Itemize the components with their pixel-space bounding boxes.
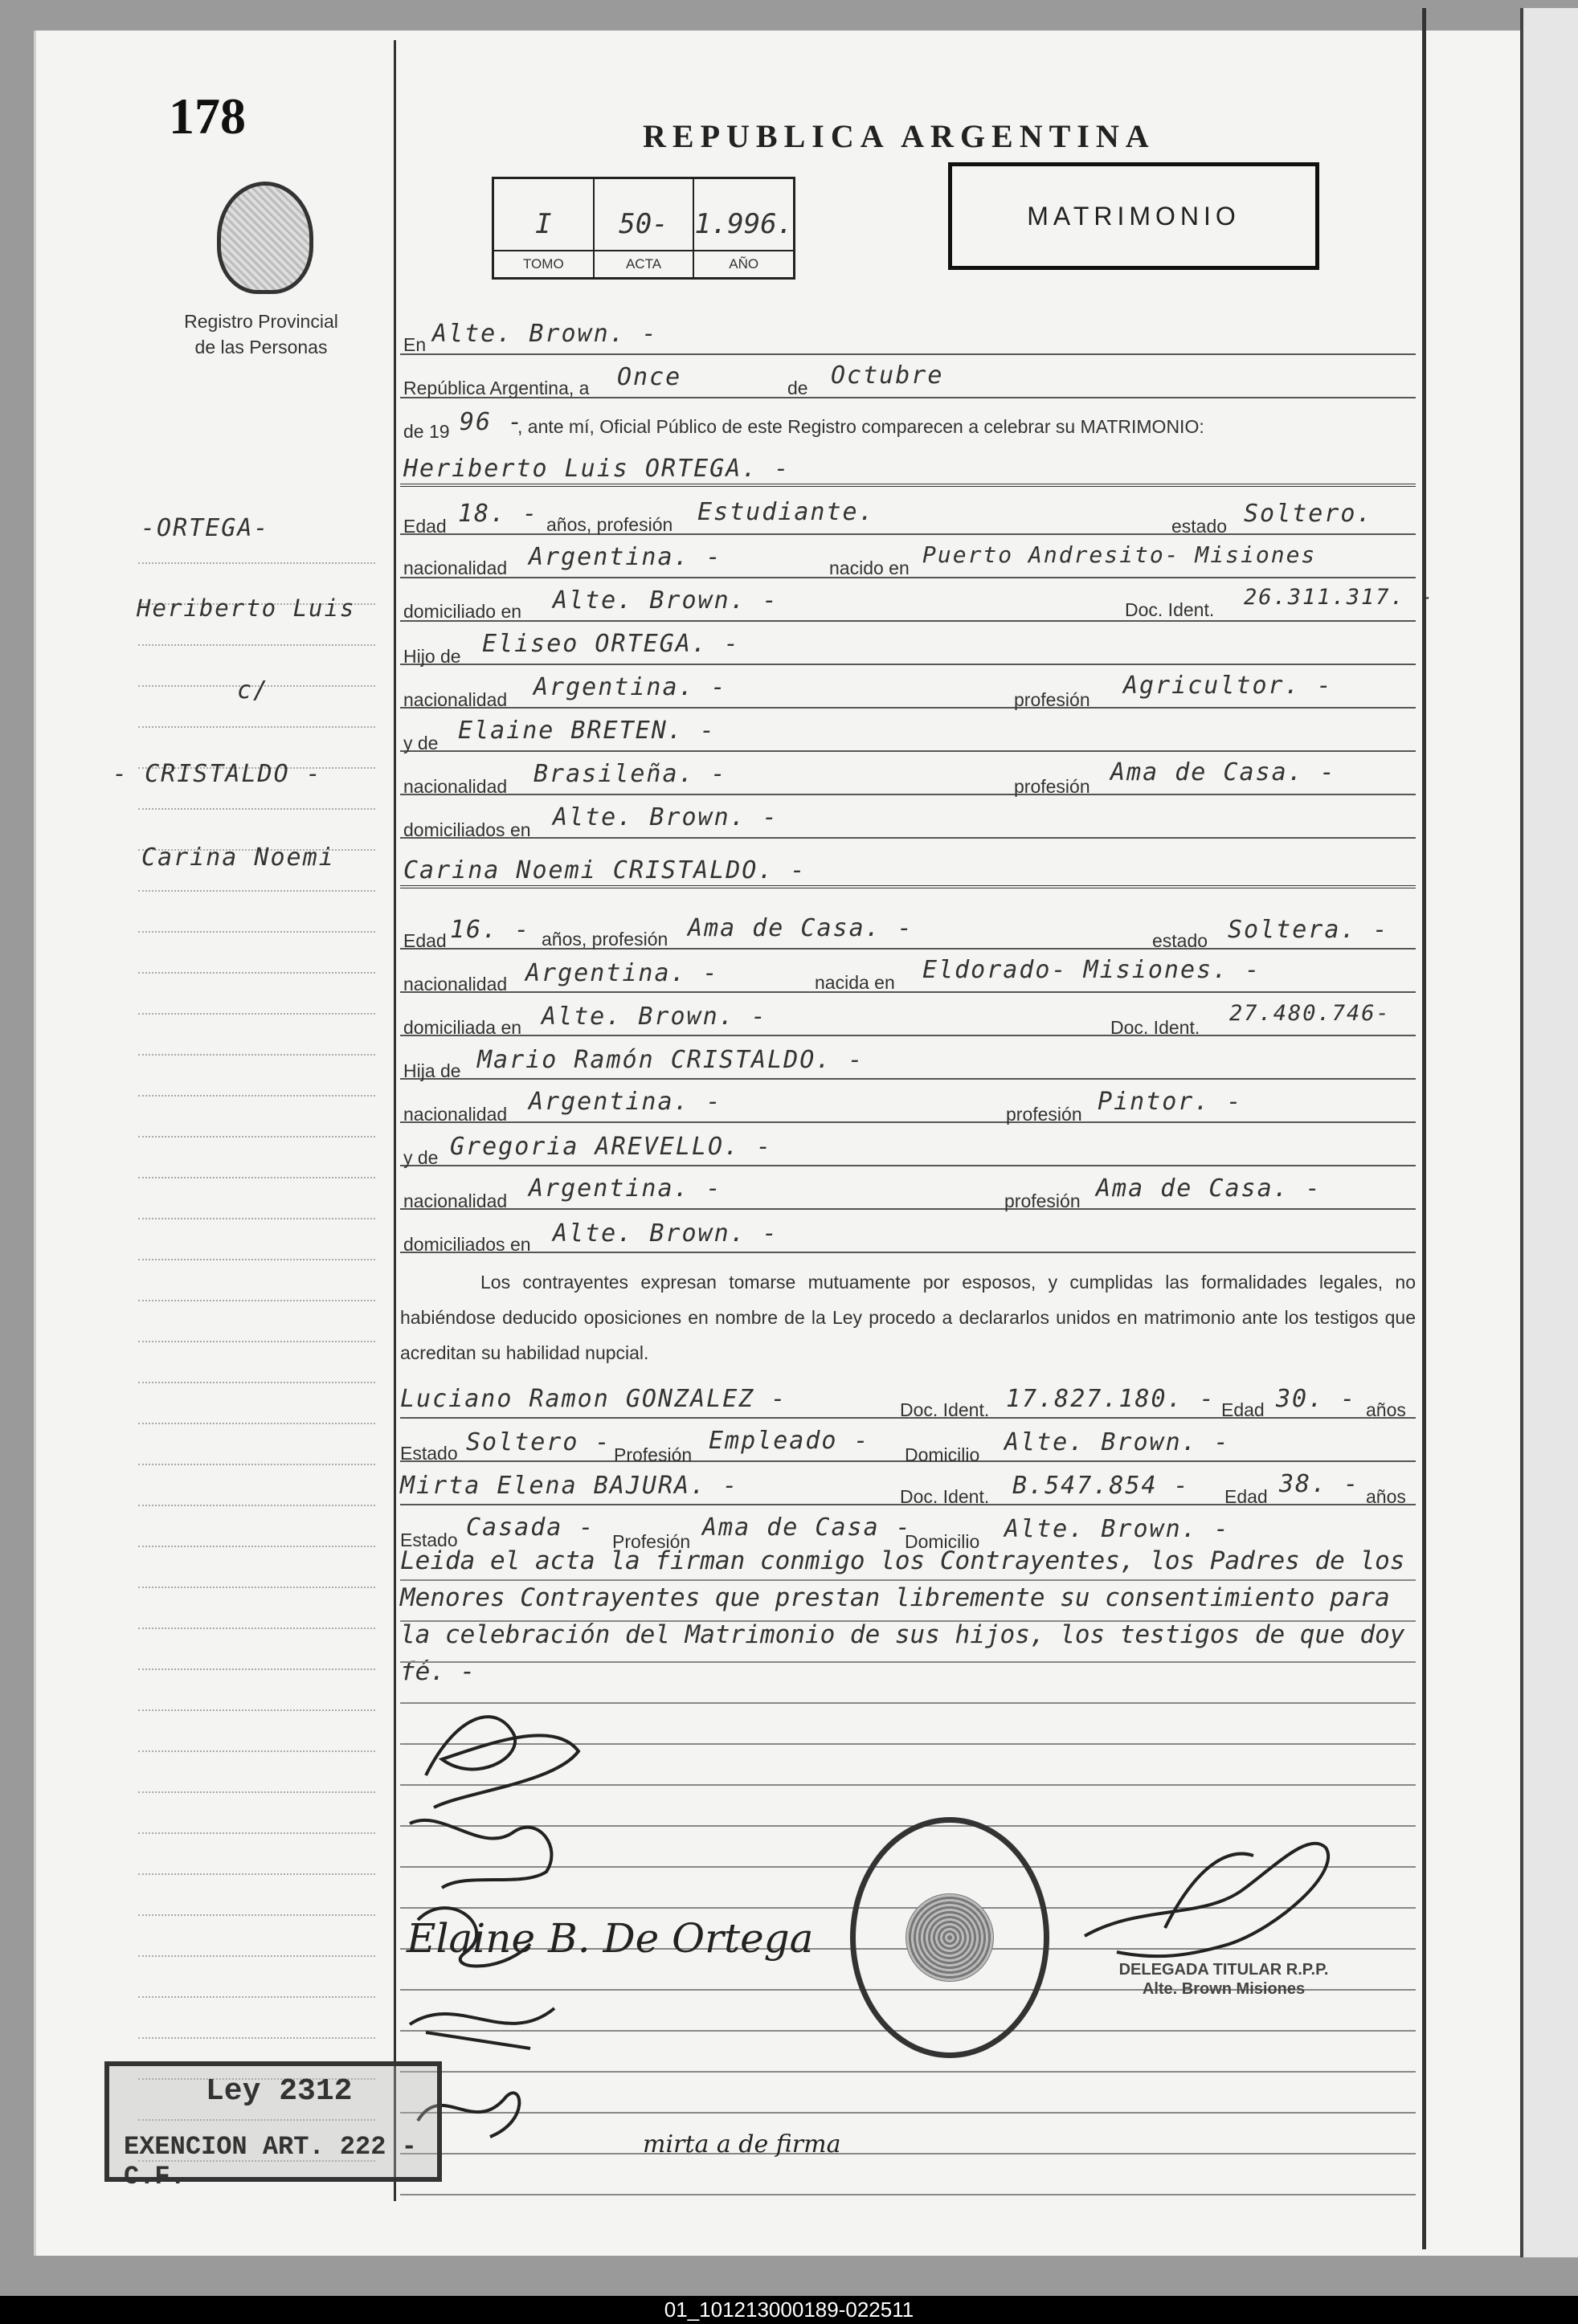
- body-ruled-line: [400, 1661, 1416, 1663]
- margin-ruled-line: [138, 1136, 375, 1137]
- witness1-doc: 17.827.180. -: [1006, 1385, 1216, 1413]
- bride-birthplace: Eldorado- Misiones. -: [922, 956, 1261, 984]
- margin-ruled-line: [138, 2037, 375, 2039]
- margin-ruled-line: [138, 1668, 375, 1670]
- groom-parents-domicile-row: [400, 802, 1416, 839]
- witness2-status: Casada -: [466, 1513, 595, 1542]
- margin-ruled-line: [138, 1628, 375, 1629]
- groom-father-row: [400, 628, 1416, 665]
- margin-ruled-line: [138, 1955, 375, 1957]
- groom-mother-profession: Ama de Casa. -: [1110, 758, 1336, 786]
- bride-name-row: [400, 852, 1416, 888]
- bride-mother-row: [400, 1129, 1416, 1166]
- acta-label: ACTA: [595, 250, 693, 277]
- doc-label: Doc. Ident.: [900, 1486, 990, 1507]
- margin-ruled-line: [138, 1013, 375, 1015]
- margin-ruled-line: [138, 1750, 375, 1752]
- groom-mother-nationality: Brasileña. -: [533, 760, 727, 788]
- official-stamp-line2: Alte. Brown Misiones: [1142, 1980, 1306, 1998]
- registry-line2: de las Personas: [194, 337, 328, 357]
- margin-ruled-line: [138, 1300, 375, 1301]
- bride-domicile: Alte. Brown. -: [542, 1003, 767, 1031]
- margin-ruled-line: [138, 890, 375, 892]
- margin-ruled-line: [138, 1791, 375, 1793]
- margin-ruled-line: [138, 972, 375, 974]
- bride-domicile-row: [400, 999, 1416, 1036]
- record-type-box: MATRIMONIO: [948, 162, 1319, 270]
- margin-ruled-line: [138, 1095, 375, 1097]
- domicile-label: domiciliados en: [403, 1234, 531, 1255]
- body-ruled-line: [400, 1579, 1416, 1581]
- margin-ruled-line: [138, 1996, 375, 1998]
- margin-ruled-line: [138, 1546, 375, 1547]
- groom-mother-row: [400, 715, 1416, 752]
- body-ruled-line: [400, 2194, 1416, 2195]
- edad-label: Edad: [1224, 1486, 1268, 1507]
- groom-domicile: Alte. Brown. -: [553, 586, 779, 615]
- tomo-label: TOMO: [494, 250, 593, 277]
- groom-age-row: [400, 498, 1416, 535]
- profession-label: profesión: [1014, 689, 1090, 710]
- bride-father-nat-row: [400, 1086, 1416, 1123]
- nacionalidad-label: nacionalidad: [403, 974, 508, 995]
- ley-stamp: [104, 2061, 442, 2191]
- father-label: Hijo de: [403, 646, 461, 667]
- profession-label: Profesión: [612, 1531, 691, 1552]
- closing-text: Leida el acta la firman conmigo los Contrayentes, los Padres de los Menores Contrayentes que prestan libremente su consentimiento para la celebración del Matrimonio de sus hijos, los testigos de que doy fé. -: [400, 1546, 1405, 1686]
- anio-cell: [694, 179, 793, 277]
- nacionalidad-label: nacionalidad: [403, 776, 508, 797]
- place-value: Alte. Brown. -: [432, 320, 658, 348]
- estado-label: estado: [1171, 516, 1228, 537]
- official-stamp-text: [1091, 1960, 1356, 1999]
- bride-doc: 27.480.746-: [1229, 1001, 1391, 1026]
- official-stamp-line1: DELEGADA TITULAR R.P.P.: [1118, 1961, 1329, 1979]
- margin-name-groom: Heriberto Luis: [137, 594, 356, 622]
- groom-father-profession: Agricultor. -: [1123, 672, 1333, 700]
- page-number: 178: [169, 88, 246, 145]
- nacionalidad-label: nacionalidad: [403, 558, 508, 578]
- bride-father-row: [400, 1043, 1416, 1080]
- margin-ruled-line: [138, 644, 375, 646]
- bride-parents-domicile-row: [400, 1216, 1416, 1253]
- edad-label: Edad: [1221, 1399, 1265, 1420]
- domicile-label: domiciliada en: [403, 1017, 522, 1038]
- day-value: Once: [617, 363, 682, 391]
- mother-label: y de: [403, 1147, 439, 1168]
- margin-ruled-line: [138, 808, 375, 810]
- bride-father-profession: Pintor. -: [1098, 1088, 1243, 1116]
- witness1-age: 30. -: [1276, 1385, 1357, 1413]
- signature-elaine: Elaine B. De Ortega: [407, 1915, 814, 1962]
- margin-ruled-line: [138, 1177, 375, 1178]
- year-row: [400, 405, 1416, 442]
- de-label: de: [787, 378, 808, 398]
- margin-ruled-line: [138, 1054, 375, 1056]
- witness1-name: Luciano Ramon GONZALEZ -: [400, 1385, 787, 1413]
- bride-father-nationality: Argentina. -: [529, 1088, 722, 1116]
- acta-cell: [595, 179, 695, 277]
- intro-text: , ante mí, Oficial Público de este Registro comparecen a celebrar su MATRIMONIO:: [517, 416, 1204, 437]
- doc-label: Doc. Ident.: [1125, 599, 1215, 620]
- groom-nationality-row: [400, 541, 1416, 578]
- facing-page-edge: [1520, 8, 1578, 2257]
- margin-note: mirta a de firma: [643, 2130, 841, 2159]
- estado-label: Estado: [400, 1530, 458, 1550]
- witness2-profession: Ama de Casa -: [702, 1513, 912, 1542]
- born-label: nacida en: [815, 972, 895, 993]
- registry-name: [121, 308, 402, 360]
- groom-mother: Elaine BRETEN. -: [458, 717, 716, 745]
- year-value: 96 -: [460, 408, 525, 436]
- edad-label: Edad: [403, 516, 447, 537]
- bride-age: 16. -: [450, 916, 531, 944]
- bride-mother-profession: Ama de Casa. -: [1096, 1174, 1322, 1203]
- witness1-status: Soltero -: [466, 1428, 611, 1456]
- margin-ruled-line: [138, 1341, 375, 1342]
- tomo-cell: [494, 179, 595, 277]
- place-row: [400, 318, 1416, 355]
- domicile-label: Domicilio: [905, 1444, 980, 1465]
- profession-label: profesión: [1004, 1191, 1081, 1211]
- margin-ruled-line: [138, 1873, 375, 1875]
- bride-mother-nat-row: [400, 1173, 1416, 1210]
- image-id-footer: 01_101213000189-022511: [0, 2296, 1578, 2324]
- document-title: REPUBLICA ARGENTINA: [643, 118, 1155, 154]
- margin-ruled-line: [138, 1832, 375, 1834]
- profession-label: profesión: [1014, 776, 1090, 797]
- witness1-details-row: [400, 1425, 1416, 1465]
- profession-label: años, profesión: [546, 514, 673, 535]
- witness2-age: 38. -: [1279, 1470, 1360, 1498]
- margin-ruled-line: [138, 1505, 375, 1506]
- anos-label: años: [1366, 1486, 1406, 1507]
- witness2-domicile: Alte. Brown. -: [1004, 1515, 1230, 1543]
- bride-father: Mario Ramón CRISTALDO. -: [477, 1046, 865, 1074]
- anio-value: 1.996.: [694, 208, 794, 240]
- domicile-label: Domicilio: [905, 1531, 980, 1552]
- bride-nationality: Argentina. -: [525, 959, 719, 987]
- body-ruled-line: [400, 1620, 1416, 1622]
- margin-ruled-line: [138, 1259, 375, 1260]
- record-number-box: [492, 177, 795, 280]
- witness2-doc: B.547.854 -: [1012, 1472, 1190, 1500]
- groom-profession: Estudiante.: [697, 498, 875, 526]
- profession-label: años, profesión: [542, 929, 668, 950]
- doc-label: Doc. Ident.: [900, 1399, 990, 1420]
- bride-mother: Gregoria AREVELLO. -: [450, 1133, 773, 1161]
- bride-parents-domicile: Alte. Brown. -: [553, 1219, 779, 1248]
- margin-ruled-line: [138, 1709, 375, 1711]
- margin-ruled-line: [138, 1218, 375, 1219]
- groom-name: Heriberto Luis ORTEGA. -: [403, 455, 791, 483]
- declaration-text: Los contrayentes expresan tomarse mutuamente por esposos, y cumplidas las formalidades legales, no habiéndose deducido oposiciones en nombre de la Ley procedo a declararlos unidos en matrimonio ante los testigos que acreditan su habilidad nupcial.: [400, 1272, 1416, 1363]
- seal-emblem-icon: [906, 1893, 994, 1982]
- acta-value: 50-: [619, 208, 668, 240]
- margin-surname-bride: - CRISTALDO -: [112, 760, 322, 788]
- groom-father-nationality: Argentina. -: [533, 673, 727, 701]
- groom-father-nat-row: [400, 672, 1416, 709]
- margin-surname-groom: -ORTEGA-: [141, 514, 270, 542]
- bride-status: Soltera. -: [1228, 916, 1389, 944]
- nacionalidad-label: nacionalidad: [403, 689, 508, 710]
- witness1-domicile: Alte. Brown. -: [1004, 1428, 1230, 1456]
- margin-ruled-line: [138, 1423, 375, 1424]
- groom-status: Soltero.: [1244, 500, 1373, 528]
- year-label: de 19: [403, 421, 450, 442]
- witness2-name: Mirta Elena BAJURA. -: [400, 1472, 739, 1500]
- margin-ruled-line: [138, 726, 375, 728]
- margin-ruled-line: [138, 1587, 375, 1588]
- nacionalidad-label: nacionalidad: [403, 1104, 508, 1125]
- estado-label: estado: [1152, 930, 1208, 951]
- nacionalidad-label: nacionalidad: [403, 1191, 508, 1211]
- bride-name: Carina Noemi CRISTALDO. -: [403, 856, 807, 884]
- groom-parents-domicile: Alte. Brown. -: [553, 803, 779, 831]
- margin-conjunction: c/: [237, 676, 270, 705]
- margin-ruled-line: [138, 1382, 375, 1383]
- bride-nationality-row: [400, 956, 1416, 993]
- registry-line1: Registro Provincial: [184, 311, 338, 332]
- bride-profession: Ama de Casa. -: [688, 914, 914, 942]
- father-label: Hija de: [403, 1060, 461, 1081]
- page-border-line: [1422, 8, 1426, 2249]
- anio-label: AÑO: [694, 250, 793, 277]
- profession-label: Profesión: [614, 1444, 693, 1465]
- groom-nationality: Argentina. -: [529, 543, 722, 571]
- bride-mother-nationality: Argentina. -: [529, 1174, 722, 1203]
- domicile-label: domiciliados en: [403, 819, 531, 840]
- en-label: En: [403, 334, 427, 355]
- ley-stamp-line1: Ley 2312: [206, 2074, 353, 2109]
- doc-label: Doc. Ident.: [1110, 1017, 1200, 1038]
- margin-ruled-line: [138, 931, 375, 933]
- witness2-name-row: [400, 1468, 1416, 1505]
- groom-father: Eliseo ORTEGA. -: [482, 630, 740, 658]
- groom-doc: 26.311.317. -: [1244, 585, 1435, 610]
- estado-label: Estado: [400, 1443, 458, 1464]
- tomo-value: I: [535, 208, 552, 240]
- witness1-name-row: [400, 1382, 1416, 1419]
- bride-age-row: [400, 913, 1416, 950]
- official-seal-stamp: [850, 1817, 1049, 2058]
- republic-label: República Argentina, a: [403, 378, 590, 398]
- date-row: [400, 361, 1416, 398]
- ley-stamp-line2: EXENCION ART. 222 - C.F.: [124, 2132, 417, 2191]
- mother-label: y de: [403, 733, 439, 754]
- margin-ruled-line: [138, 562, 375, 564]
- margin-name-bride: Carina Noemi: [141, 843, 335, 872]
- month-value: Octubre: [831, 361, 944, 390]
- groom-age: 18. -: [458, 500, 539, 528]
- groom-name-row: [400, 450, 1416, 487]
- born-label: nacido en: [829, 558, 910, 578]
- margin-ruled-line: [138, 1914, 375, 1916]
- groom-birthplace: Puerto Andresito- Misiones: [922, 541, 1317, 568]
- registry-seal-icon: [217, 182, 313, 294]
- domicile-label: domiciliado en: [403, 601, 522, 622]
- anos-label: años: [1366, 1399, 1406, 1420]
- profession-label: profesión: [1006, 1104, 1082, 1125]
- margin-ruled-line: [138, 1464, 375, 1465]
- witness1-profession: Empleado -: [709, 1427, 870, 1455]
- edad-label: Edad: [403, 930, 447, 951]
- groom-domicile-row: [400, 585, 1435, 622]
- groom-mother-nat-row: [400, 758, 1416, 795]
